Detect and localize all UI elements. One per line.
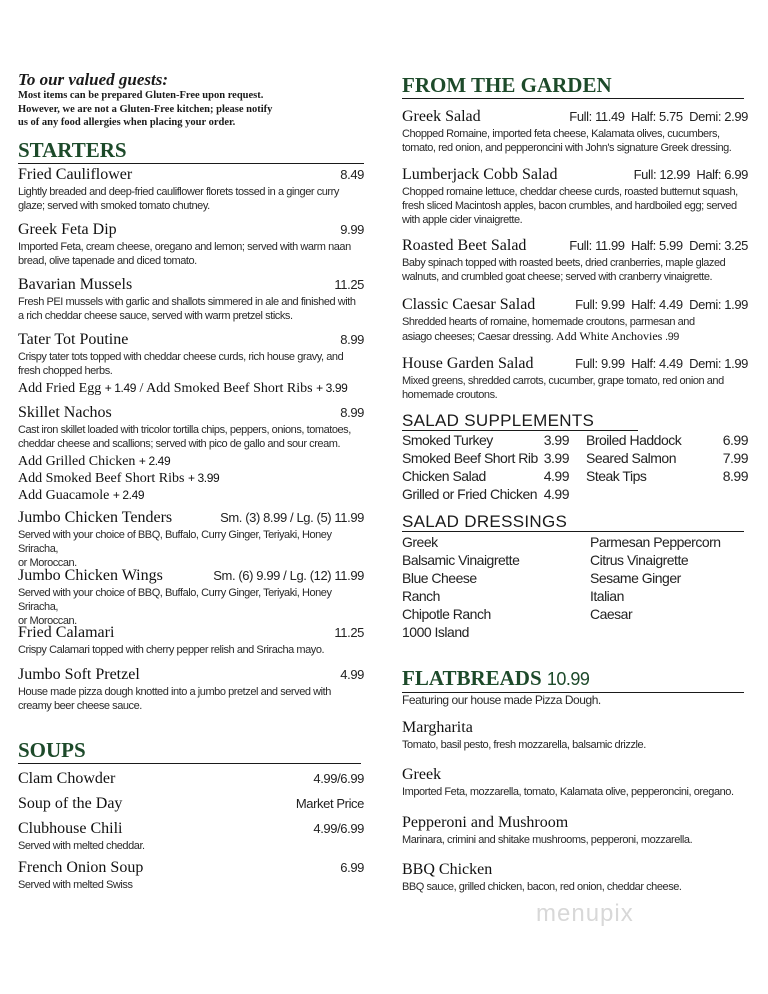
item-price: Full: 11.49 Half: 5.75 Demi: 2.99 <box>569 109 748 124</box>
item-name: Clam Chowder <box>18 770 116 787</box>
supplement-name: Grilled or Fried Chicken <box>402 486 538 502</box>
item-price: 4.99/6.99 <box>313 821 364 836</box>
salad-supplements-heading: SALAD SUPPLEMENTS <box>402 411 638 431</box>
addon-label: Add Guacamole <box>18 488 110 503</box>
supplement-price: 3.99 <box>543 450 569 466</box>
item-price: 11.25 <box>334 625 364 640</box>
item-price: Full: 9.99 Half: 4.49 Demi: 1.99 <box>575 356 748 371</box>
garden-heading: FROM THE GARDEN <box>402 74 744 99</box>
addon-line <box>18 487 364 504</box>
item-price: 8.99 <box>340 332 364 347</box>
supplement-item <box>586 468 748 485</box>
dressing-item: Chipotle Ranch <box>402 606 491 622</box>
item-description: with apple cider vinaigrette. <box>402 214 523 226</box>
item-price: Full: 11.99 Half: 5.99 Demi: 3.25 <box>569 238 748 253</box>
menu-item-fried-calamari <box>18 624 364 657</box>
item-description: homemade croutons. <box>402 389 498 401</box>
item-description: Served with melted Swiss <box>18 879 133 891</box>
item-description: Marinara, crimini and shitake mushrooms, pepperoni, mozzarella. <box>402 834 693 846</box>
flatbreads-price: 10.99 <box>546 669 590 689</box>
item-description: Baby spinach topped with roasted beets, dried cranberries, maple glazed <box>402 257 726 269</box>
item-description: fresh chopped herbs. <box>18 365 113 377</box>
dressing-item: Balsamic Vinaigrette <box>402 552 520 568</box>
menu-item-greek-salad <box>402 108 748 155</box>
item-name: Bavarian Mussels <box>18 276 133 293</box>
supplement-price: 7.99 <box>722 450 748 466</box>
item-price: 4.99/6.99 <box>313 771 364 786</box>
supplement-item <box>402 486 569 503</box>
item-name: Jumbo Chicken Tenders <box>18 509 173 526</box>
guest-notice-line: us of any food allergies when placing your order. <box>18 117 236 128</box>
supplement-price: 8.99 <box>722 468 748 484</box>
supplement-name: Seared Salmon <box>586 450 677 466</box>
guest-notice-line: Most items can be prepared Gluten-Free upon request. <box>18 90 264 101</box>
flatbread-bbq-chicken <box>402 861 748 894</box>
flatbreads-heading <box>402 667 744 693</box>
menu-item-tater-tot-poutine <box>18 331 364 397</box>
addon-separator: / <box>136 381 147 396</box>
flatbreads-subtitle: Featuring our house made Pizza Dough. <box>402 693 601 707</box>
item-description: or Moroccan. <box>18 557 77 569</box>
item-description: creamy beer cheese sauce. <box>18 700 142 712</box>
item-name: Greek <box>402 766 442 783</box>
item-name: Tater Tot Poutine <box>18 331 129 348</box>
menu-item-house-garden-salad <box>402 355 748 402</box>
menu-item-clubhouse-chili <box>18 820 364 853</box>
item-price: Market Price <box>295 796 364 811</box>
dressing-item: Greek <box>402 534 438 550</box>
item-description: BBQ sauce, grilled chicken, bacon, red onion, cheddar cheese. <box>402 881 682 893</box>
item-name: Classic Caesar Salad <box>402 296 536 313</box>
menu-item-fried-cauliflower <box>18 166 364 213</box>
dressing-item: 1000 Island <box>402 624 469 640</box>
item-price: Sm. (3) 8.99 / Lg. (5) 11.99 <box>220 510 364 525</box>
item-description: Served with melted cheddar. <box>18 840 145 852</box>
guest-notice <box>18 70 358 130</box>
item-description: Cast iron skillet loaded with tricolor tortilla chips, peppers, onions, tomatoes, <box>18 424 351 436</box>
item-description: Chopped romaine lettuce, cheddar cheese curds, roasted butternut squash, <box>402 186 738 198</box>
item-description: Fresh PEI mussels with garlic and shallots simmered in ale and finished with <box>18 296 356 308</box>
supplement-item <box>402 468 569 485</box>
dressing-item: Ranch <box>402 588 440 604</box>
addon-price: + 3.99 <box>316 381 348 395</box>
item-price: 6.99 <box>340 860 364 875</box>
item-description: Crispy tater tots topped with cheddar cheese curds, rich house gravy, and <box>18 351 344 363</box>
item-description: Shredded hearts of romaine, homemade croutons, parmesan and <box>402 316 695 328</box>
flatbreads-title: FLATBREADS <box>402 666 542 690</box>
item-description: or Moroccan. <box>18 615 77 627</box>
guest-notice-line: However, we are not a Gluten-Free kitchen; please notify <box>18 103 273 115</box>
addon-label: Add Grilled Chicken <box>18 454 136 469</box>
item-name: Soup of the Day <box>18 795 123 812</box>
item-description: Crispy Calamari topped with cherry pepper relish and Sriracha mayo. <box>18 644 325 656</box>
item-price: Full: 12.99 Half: 6.99 <box>633 167 748 182</box>
supplement-name: Smoked Beef Short Rib <box>402 450 538 466</box>
salad-dressings-heading: SALAD DRESSINGS <box>402 512 744 532</box>
item-name: Fried Cauliflower <box>18 166 133 183</box>
menu-item-bavarian-mussels <box>18 276 364 323</box>
addon-line <box>18 380 364 397</box>
watermark: menupix <box>536 900 634 927</box>
item-description: Chopped Romaine, imported feta cheese, Kalamata olives, cucumbers, <box>402 128 720 140</box>
item-price: 9.99 <box>340 222 364 237</box>
item-name: French Onion Soup <box>18 859 144 876</box>
item-description: Mixed greens, shredded carrots, cucumber, grape tomato, red onion and <box>402 375 724 387</box>
item-description <box>402 329 748 344</box>
addon-price: + 2.49 <box>112 488 145 502</box>
supplement-item <box>586 432 748 449</box>
starters-heading: STARTERS <box>18 139 364 164</box>
menu-item-lumberjack-cobb-salad <box>402 166 748 227</box>
menu-item-greek-feta-dip <box>18 221 364 268</box>
item-name: Greek Feta Dip <box>18 221 117 238</box>
addon-label: Add Smoked Beef Short Ribs <box>146 381 313 396</box>
item-name: Greek Salad <box>402 108 481 125</box>
item-price: 8.99 <box>340 405 364 420</box>
item-name: Skillet Nachos <box>18 404 112 421</box>
item-name: House Garden Salad <box>402 355 534 372</box>
supplement-name: Chicken Salad <box>402 468 486 484</box>
item-price: Sm. (6) 9.99 / Lg. (12) 11.99 <box>213 568 364 583</box>
supplement-price: 4.99 <box>543 486 569 502</box>
dressing-item: Italian <box>590 588 624 604</box>
item-description: fresh sliced Macintosh apples, bacon crumbles, and hardboiled egg; served <box>402 200 737 212</box>
supplement-item <box>402 432 569 449</box>
addon-price: .99 <box>664 331 679 343</box>
addon-line <box>18 453 364 470</box>
menu-item-french-onion-soup <box>18 859 364 892</box>
item-name: Lumberjack Cobb Salad <box>402 166 558 183</box>
guest-notice-title: To our valued guests: <box>18 70 169 89</box>
item-name: Clubhouse Chili <box>18 820 123 837</box>
item-price: 4.99 <box>340 667 364 682</box>
supplement-price: 3.99 <box>543 432 569 448</box>
menu-item-roasted-beet-salad <box>402 237 748 284</box>
supplement-price: 4.99 <box>543 468 569 484</box>
addon-line <box>18 470 364 487</box>
supplement-price: 6.99 <box>722 432 748 448</box>
item-description: cheddar cheese and scallions; served with pico de gallo and sour cream. <box>18 438 341 450</box>
supplement-item <box>402 450 569 467</box>
addon-price: + 1.49 <box>104 381 137 395</box>
item-price: 8.49 <box>340 167 364 182</box>
item-name: Roasted Beet Salad <box>402 237 527 254</box>
item-name: Jumbo Chicken Wings <box>18 567 163 584</box>
item-description: Imported Feta, cream cheese, oregano and lemon; served with warm naan <box>18 241 351 253</box>
item-description: tomato, red onion, and pepperoncini with John's signature Greek dressing. <box>402 142 732 154</box>
dressing-item: Parmesan Peppercorn <box>590 534 721 550</box>
item-description: Tomato, basil pesto, fresh mozzarella, balsamic drizzle. <box>402 739 646 751</box>
addon-label: Add Fried Egg <box>18 381 102 396</box>
item-description: a rich cheddar cheese sauce, served with warm pretzel sticks. <box>18 310 293 322</box>
item-name: Margharita <box>402 719 473 736</box>
menu-item-classic-caesar-salad <box>402 296 748 344</box>
menu-item-clam-chowder <box>18 770 364 788</box>
addon-price: + 3.99 <box>187 471 220 485</box>
item-name: Pepperoni and Mushroom <box>402 814 569 831</box>
dressing-item: Sesame Ginger <box>590 570 681 586</box>
menu-item-skillet-nachos <box>18 404 364 504</box>
menu-item-jumbo-chicken-tenders <box>18 509 364 570</box>
menu-item-soup-of-the-day <box>18 795 364 813</box>
item-name: BBQ Chicken <box>402 861 493 878</box>
addon-label: Add Smoked Beef Short Ribs <box>18 471 185 486</box>
flatbread-greek <box>402 766 748 799</box>
item-description: Served with your choice of BBQ, Buffalo, Curry Ginger, Teriyaki, Honey Sriracha, <box>18 587 332 613</box>
item-name: Fried Calamari <box>18 624 115 641</box>
item-price: 11.25 <box>334 277 364 292</box>
item-description: glaze; served with smoked tomato chutney. <box>18 200 210 212</box>
supplement-name: Smoked Turkey <box>402 432 493 448</box>
item-description: Imported Feta, mozzarella, tomato, Kalamata olive, pepperoncini, oregano. <box>402 786 734 798</box>
flatbread-pepperoni-mushroom <box>402 814 748 847</box>
soups-heading: SOUPS <box>18 739 361 764</box>
item-price: Full: 9.99 Half: 4.49 Demi: 1.99 <box>575 297 748 312</box>
item-description: bread, olive tapenade and diced tomato. <box>18 255 197 267</box>
menu-item-jumbo-chicken-wings <box>18 567 364 628</box>
flatbread-margharita <box>402 719 748 752</box>
item-description: Served with your choice of BBQ, Buffalo, Curry Ginger, Teriyaki, Honey Sriracha, <box>18 529 332 555</box>
item-name: Jumbo Soft Pretzel <box>18 666 140 683</box>
supplement-name: Steak Tips <box>586 468 647 484</box>
supplement-name: Broiled Haddock <box>586 432 682 448</box>
addon-price: + 2.49 <box>138 454 171 468</box>
menu-item-jumbo-soft-pretzel <box>18 666 364 713</box>
dressing-item: Blue Cheese <box>402 570 477 586</box>
dressing-item: Citrus Vinaigrette <box>590 552 689 568</box>
item-description-end: asiago cheeses; Caesar dressing. <box>402 331 554 343</box>
item-description: Lightly breaded and deep-fried cauliflower florets tossed in a ginger curry <box>18 186 339 198</box>
item-description: House made pizza dough knotted into a jumbo pretzel and served with <box>18 686 331 698</box>
supplement-item <box>586 450 748 467</box>
dressing-item: Caesar <box>590 606 633 622</box>
item-description: walnuts, and crumbled goat cheese; served with cranberry vinaigrette. <box>402 271 713 283</box>
addon-label: Add White Anchovies <box>555 329 663 343</box>
